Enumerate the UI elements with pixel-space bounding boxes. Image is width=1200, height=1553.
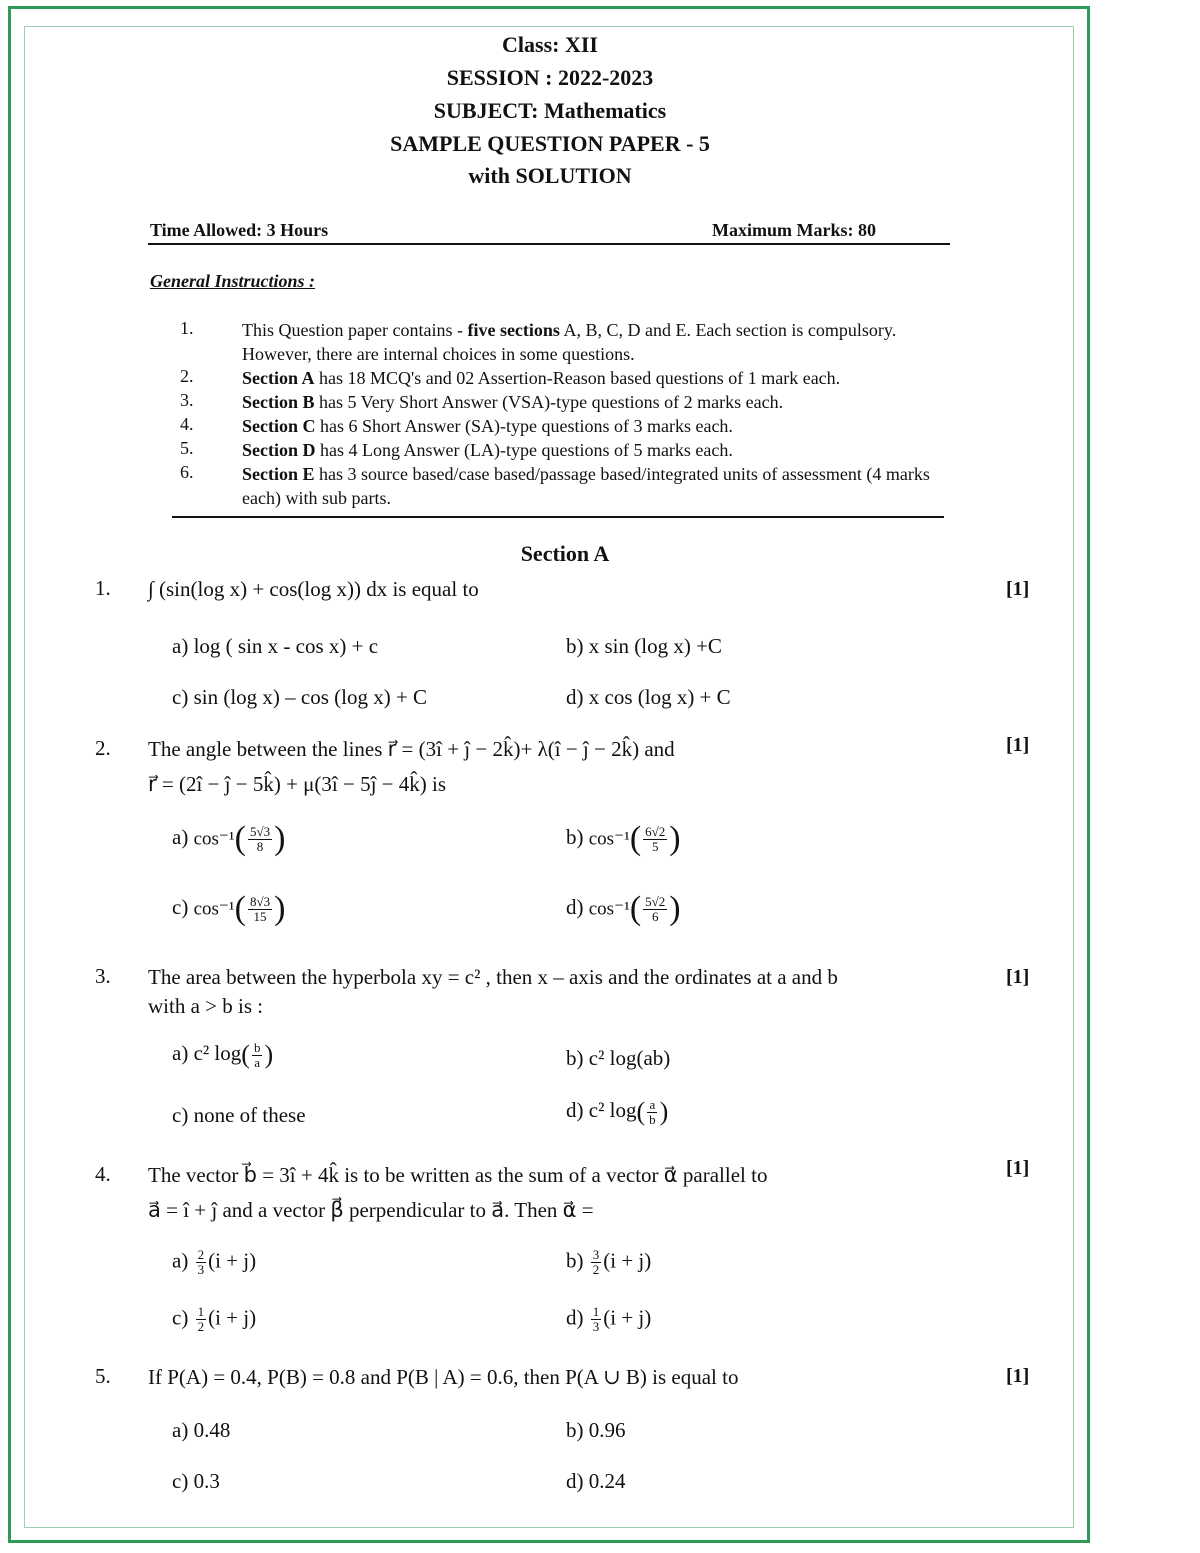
question-text: The angle between the lines r⃗ = (3î + ĵ − 2k̂)+ λ(î − ĵ − 2k̂) and [148,737,675,761]
option-b: b) $\frac{3}{2}$ (i + j) [566,1247,652,1277]
option-b: b) c² log(ab) [566,1046,671,1070]
question-text-line2: r⃗ = (2î − ĵ − 5k̂) + μ(3î − 5ĵ − 4k̂) is [148,772,447,796]
option-d: d) c² log( $\frac{a}{b}$ ) [566,1096,669,1127]
solution-heading: with SOLUTION [468,163,632,188]
question-text-line2: a⃗ = î + ĵ and a vector β⃗ perpendicular to a⃗. Then α⃗ = [148,1198,594,1222]
question-mark: [1] [1006,966,1030,988]
instruction-text: This Question paper contains - five sections A, B, C, D and E. Each section is compulsory. However, there are internal choices in some questions. [242,320,897,364]
option-d: d) 0.24 [566,1469,626,1493]
option-a: a) c² log( $\frac{b}{a}$ ) [172,1039,274,1070]
instruction-text: Section B has 5 Very Short Answer (VSA)-type questions of 2 marks each. [242,392,784,412]
instruction-text: Section E has 3 source based/case based/passage based/integrated units of assessment (4 marks each) with sub parts. [242,464,930,508]
option-b: b) 0.96 [566,1418,626,1442]
question-text: The area between the hyperbola xy = c² , then x – axis and the ordinates at a and b [148,965,838,989]
class-heading: Class: XII [502,32,598,57]
question-number: 3. [95,964,111,988]
question-text: ∫ (sin(log x) + cos(log x)) dx is equal to [148,577,479,601]
question-number: 1. [95,576,111,600]
option-c: c) cos⁻¹( $\frac{8√3}{15}$ ) [172,890,286,927]
question-mark: [1] [1006,1157,1030,1179]
instruction-text: Section A has 18 MCQ's and 02 Assertion-Reason based questions of 1 mark each. [242,368,841,388]
instruction-number: 1. [180,318,194,338]
instruction-number: 6. [180,462,194,482]
question-number: 2. [95,736,111,760]
paper-heading: SAMPLE QUESTION PAPER - 5 [390,131,710,156]
instructions-divider [172,516,944,518]
option-d: d) x cos (log x) + C [566,685,731,709]
option-c: c) 0.3 [172,1469,220,1493]
option-a: a) log ( sin x - cos x) + c [172,634,379,658]
session-heading: SESSION : 2022-2023 [446,65,654,90]
option-c: c) none of these [172,1103,306,1127]
instruction-number: 5. [180,438,194,458]
option-b: b) cos⁻¹( $\frac{6√2}{5}$ ) [566,820,681,857]
instruction-number: 2. [180,366,194,386]
meta-divider [148,243,950,245]
instruction-text: Section C has 6 Short Answer (SA)-type questions of 3 marks each. [242,416,733,436]
question-text-line2: with a > b is : [148,994,264,1018]
option-a: a) 0.48 [172,1418,231,1442]
question-number: 4. [95,1162,111,1186]
question-text: The vector b⃗ = 3î + 4k̂ is to be written as the sum of a vector α⃗ parallel to [148,1163,768,1187]
instruction-number: 3. [180,390,194,410]
question-mark: [1] [1006,1365,1030,1387]
question-number: 5. [95,1364,111,1388]
subject-heading: SUBJECT: Mathematics [433,98,667,123]
time-allowed: Time Allowed: 3 Hours [150,220,329,240]
general-instructions-title: General Instructions : [150,271,316,291]
question-text: If P(A) = 0.4, P(B) = 0.8 and P(B | A) = 0.6, then P(A ∪ B) is equal to [148,1365,739,1389]
instruction-number: 4. [180,414,194,434]
section-title: Section A [520,541,610,566]
option-b: b) x sin (log x) +C [566,634,722,658]
maximum-marks: Maximum Marks: 80 [712,220,876,240]
option-d: d) cos⁻¹( $\frac{5√2}{6}$ ) [566,890,681,927]
option-a: a) cos⁻¹( $\frac{5√3}{8}$ ) [172,820,286,857]
option-c: c) sin (log x) – cos (log x) + C [172,685,428,709]
question-mark: [1] [1006,578,1030,600]
option-d: d) $\frac{1}{3}$ (i + j) [566,1304,652,1334]
option-a: a) $\frac{2}{3}$ (i + j) [172,1247,257,1277]
instruction-text: Section D has 4 Long Answer (LA)-type questions of 5 marks each. [242,440,733,460]
question-mark: [1] [1006,734,1030,756]
option-c: c) $\frac{1}{2}$ (i + j) [172,1304,257,1334]
